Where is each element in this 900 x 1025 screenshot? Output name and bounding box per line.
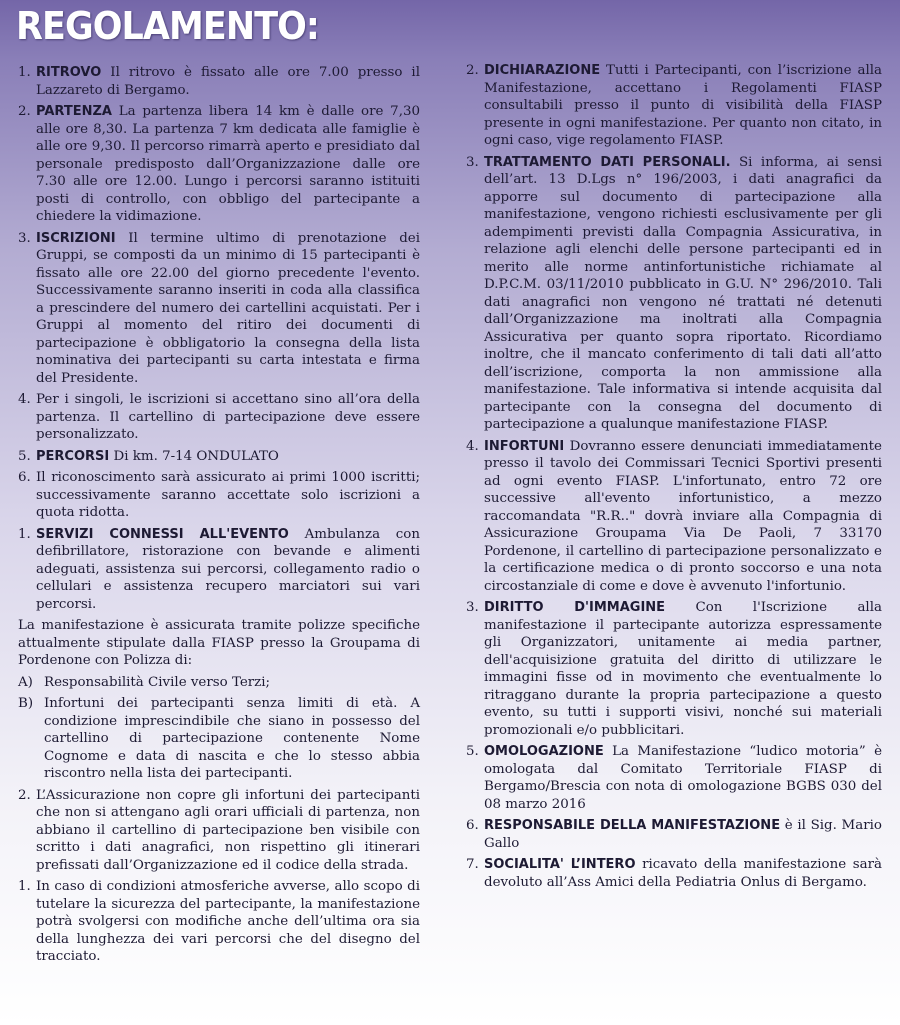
rule-item xyxy=(466,438,882,596)
rule-item xyxy=(18,64,420,99)
rule-text xyxy=(36,469,420,522)
clause-label: A) xyxy=(18,674,33,690)
rule-number: 1. xyxy=(18,526,31,542)
rule-heading: OMOLOGAZIONE xyxy=(484,744,604,759)
rule-body: Il ritrovo è fissato alle ore 7.00 presso il Lazzareto di Bergamo. xyxy=(36,65,420,98)
rule-item xyxy=(18,391,420,444)
rule-body: La Manifestazione “ludico motoria” è omologata dal Comitato Territoriale FIASP di Bergamo/Brescia con nota di omologazione BGBS 030 del 08 marzo 2016 xyxy=(484,744,882,812)
rule-number: 2. xyxy=(466,63,479,78)
rule-body: Il termine ultimo di prenotazione dei Gruppi, se composti da un minimo di 15 partecipanti è fissato alle ore 22.00 del giorno precedente l'evento. Successivamente saranno inseriti in coda alla classifica a prescindere del numero dei cartellini acquistati. Per i Gruppi al momento del ritiro dei documenti di partecipazione è obbligatorio la consegna della lista nominativa dei partecipanti su carta intestata e firma del Presidente. xyxy=(36,230,420,386)
rule-text xyxy=(484,743,882,813)
rule-text xyxy=(36,448,420,466)
rule-item xyxy=(466,154,882,434)
rule-text xyxy=(484,599,882,739)
rule-text xyxy=(484,438,882,596)
left-column xyxy=(18,64,420,970)
rule-heading: ISCRIZIONI xyxy=(36,230,116,246)
left-tail-list xyxy=(18,787,420,966)
rule-body: Si informa, ai sensi dell’art. 13 D.Lgs n° 196/2003, i dati anagrafici da apporre sul documento di partecipazione alla manifestazione, vengono richiesti esclusivamente per gli adempimenti previsti dalla Compagnia Assicurativa, in relazione agli elenchi delle persone partecipanti ed in merito alle norme antinfortunistiche richiamate al D.P.C.M. 03/11/2010 pubblicato in G.U. N° 296/2010. Tali dati anagrafici non vengono né trattati né detenuti dall’Organizzazione ma inoltrati alla Compagnia Assicurativa per quanto sopra riportato. Ricordiamo inoltre, che il mancato conferimento di tali dati all’atto dell’iscrizione, comporta la non ammissione alla manifestazione. Tale informativa si intende acquisita dal partecipante con la consegna del documento di partecipazione a qualunque manifestazione FIASP. xyxy=(484,154,882,432)
rule-body: Di km. 7-14 ONDULATO xyxy=(109,448,279,464)
rule-heading: DIRITTO D'IMMAGINE xyxy=(484,600,666,615)
rule-text xyxy=(36,391,420,444)
rule-number: 2. xyxy=(18,787,31,803)
rule-text xyxy=(484,817,882,852)
rule-item xyxy=(466,817,882,852)
rule-body: Ambulanza con defibrillatore, ristorazione con bevande e alimenti adeguati, assistenza sui percorsi, collegamento radio o cellulari e assistenza recupero marciatori sui vari percorsi. xyxy=(36,526,420,612)
rule-item xyxy=(18,103,420,226)
rule-heading: TRATTAMENTO DATI PERSONALI. xyxy=(484,154,731,170)
rule-body: ricavato della manifestazione sarà devoluto all’Ass Amici della Pediatria Onlus di Bergamo. xyxy=(484,857,882,890)
rule-heading: PERCORSI xyxy=(36,448,110,464)
rule-heading: RESPONSABILE DELLA MANIFESTAZIONE xyxy=(484,818,781,833)
insurance-intro: La manifestazione è assicurata tramite polizze specifiche attualmente stipulate dalla FIASP presso la Groupama di Pordenone con Polizza di: xyxy=(18,618,420,668)
rule-item xyxy=(18,469,420,522)
rule-item xyxy=(18,526,420,614)
rule-heading: RITROVO xyxy=(36,65,102,80)
rule-text xyxy=(36,526,420,614)
rule-body: In caso di condizioni atmosferiche avverse, allo scopo di tutelare la sicurezza del partecipante, la manifestazione potrà svolgersi con modifiche anche dell’ultima ora sia della lunghezza dei vari percorsi che del disegno del tracciato. xyxy=(36,879,420,964)
rule-item xyxy=(18,787,420,875)
rule-number: 1. xyxy=(18,65,31,80)
insurance-clause-a xyxy=(18,674,420,692)
rule-number: 3. xyxy=(466,154,479,170)
rule-body: Per i singoli, le iscrizioni si accettano sino all’ora della partenza. Il cartellino di partecipazione deve essere personalizzato. xyxy=(36,392,420,442)
rule-number: 2. xyxy=(18,104,31,119)
rule-body: è il Sig. Mario Gallo xyxy=(484,818,882,851)
rule-number: 4. xyxy=(18,392,31,407)
rule-number: 7. xyxy=(466,857,479,872)
rule-heading: SOCIALITA' L’INTERO xyxy=(484,857,636,872)
rule-body: Il riconoscimento sarà assicurato ai primi 1000 iscritti; successivamente saranno accettate solo iscrizioni a quota ridotta. xyxy=(36,470,420,520)
rule-item xyxy=(466,62,882,150)
rule-heading: PARTENZA xyxy=(36,104,112,119)
rule-number: 5. xyxy=(18,448,31,464)
rule-body: L’Assicurazione non copre gli infortuni dei partecipanti che non si attengano agli orari ufficiali di partenza, non abbiano il cartellino di partecipazione ben visibile con scritto i dati anagrafici, non rispettino gli itinerari prefissati dall’Organizzazione ed il codice della strada. xyxy=(36,787,420,873)
rule-text xyxy=(484,154,882,434)
rule-item xyxy=(466,856,882,891)
rule-number: 6. xyxy=(466,818,479,833)
rule-number: 1. xyxy=(18,879,31,894)
rule-item xyxy=(466,599,882,739)
rule-item xyxy=(466,743,882,813)
clause-text: Responsabilità Civile verso Terzi; xyxy=(44,674,271,690)
clause-text: Infortuni dei partecipanti senza limiti di età. A condizione imprescindibile che siano in possesso del cartellino di partecipazione contenente Nome Cognome e data di nascita e che lo stesso abbia riscontro nella lista dei partecipanti. xyxy=(44,696,420,781)
rule-text xyxy=(484,62,882,150)
rule-item xyxy=(18,230,420,388)
rule-number: 5. xyxy=(466,744,479,759)
clause-label: B) xyxy=(18,696,34,711)
left-rules-list xyxy=(18,64,420,613)
rule-number: 4. xyxy=(466,438,479,454)
rule-heading: DICHIARAZIONE xyxy=(484,63,601,78)
rule-number: 3. xyxy=(466,600,479,615)
rule-text xyxy=(36,64,420,99)
rule-text xyxy=(36,230,420,388)
rule-item xyxy=(18,878,420,966)
right-rules-list xyxy=(466,62,882,891)
page-title: REGOLAMENTO: xyxy=(16,4,319,48)
rule-body: Dovranno essere denunciati immediatamente presso il tavolo dei Commissari Tecnici Sportivi presenti ad ogni evento FIASP. L'infortunato, entro 72 ore successive all'evento infortunistico, a mezzo raccomandata "R.R.." dovrà inviare alla Compagnia di Assicurazione Groupama Via De Paoli, 7 33170 Pordenone, il cartellino di partecipazione personalizzato e la certificazione medica o di pronto soccorso e una nota circostanziale di come e dove è avvenuto l'infortunio. xyxy=(484,438,882,594)
rule-text xyxy=(36,103,420,226)
insurance-clause-b xyxy=(18,695,420,783)
rule-body: La partenza libera 14 km è dalle ore 7,30 alle ore 8,30. La partenza 7 km dedicata alle famiglie è alle ore 9,30. Il percorso rimarrà aperto e presidiato dal personale predisposto dall’Organizzazione dalle ore 7.30 alle ore 12.00. Lungo i percorsi saranno istituiti posti di controllo, con obbligo del partecipante a chiedere la vidimazione. xyxy=(36,104,420,224)
rule-text xyxy=(36,878,420,966)
rule-text xyxy=(36,787,420,875)
rule-heading: INFORTUNI xyxy=(484,438,565,454)
rule-body: Tutti i Partecipanti, con l’iscrizione alla Manifestazione, accettano i Regolamenti FIASP consultabili presso il punto di visibilità della FIASP presente in ogni manifestazione. Per quanto non citato, in ogni caso, vige regolamento FIASP. xyxy=(484,63,882,148)
rule-item xyxy=(18,448,420,466)
right-column xyxy=(466,62,882,895)
rule-body: Con l'Iscrizione alla manifestazione il partecipante autorizza espressamente gli Organizzatori, unitamente ai media partner, dell'acquisizione gratuita del diritto di utilizzare le immagini fisse od in movimento che eventualmente lo ritraggano durante la propria partecipazione a questo evento, su tutti i supporti visivi, nonché sui materiali promozionali e/o pubblicitari. xyxy=(484,600,882,738)
rule-text xyxy=(484,856,882,891)
rule-heading: SERVIZI CONNESSI ALL'EVENTO xyxy=(36,526,289,542)
rule-number: 6. xyxy=(18,470,31,485)
rule-number: 3. xyxy=(18,230,31,246)
